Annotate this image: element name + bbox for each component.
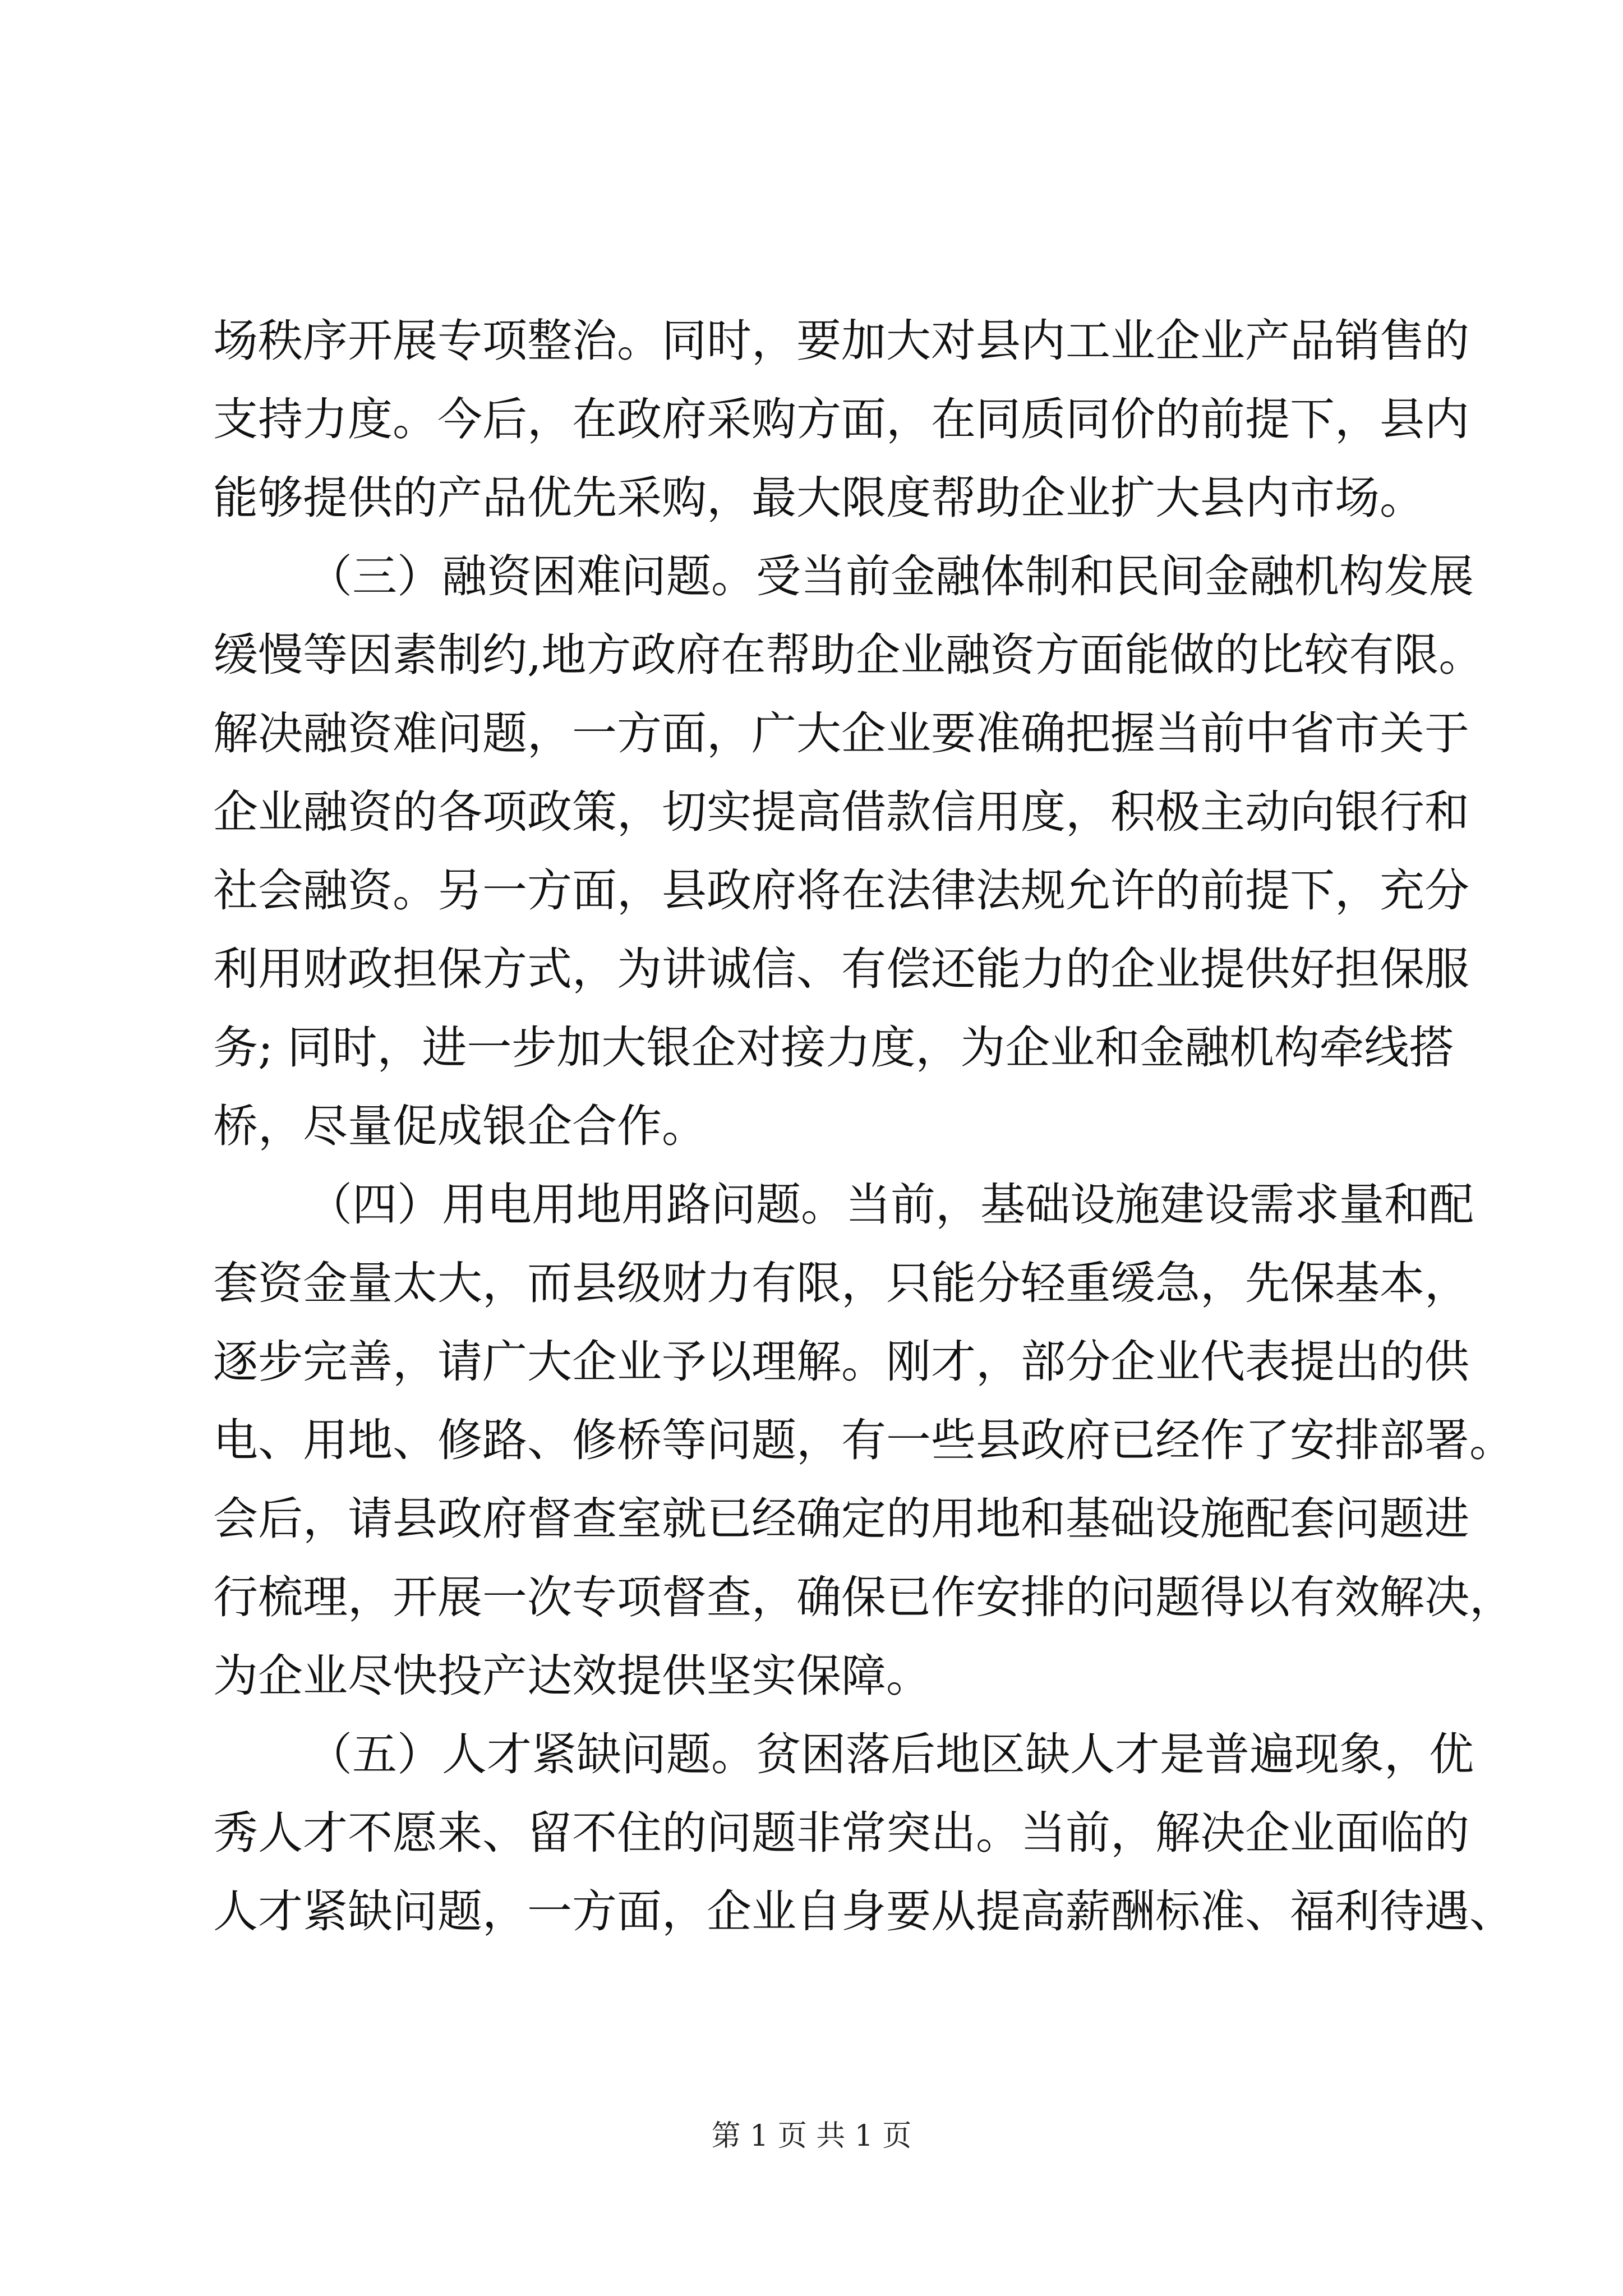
text-line: 会后，请县政府督查室就已经确定的用地和基础设施配套问题进: [213, 1493, 1469, 1545]
text-line: 社会融资。另一方面，县政府将在法律法规允许的前提下，充分: [213, 864, 1469, 917]
page-footer: 第 1 页 共 1 页: [711, 2119, 912, 2153]
text-line: 利用财政担保方式，为讲诚信、有偿还能力的企业提供好担保服: [213, 943, 1469, 995]
text-line: 逐步完善，请广大企业予以理解。刚才，部分企业代表提出的供: [213, 1336, 1469, 1388]
text-line: 行梳理，开展一次专项督查，确保已作安排的问题得以有效解决，: [213, 1571, 1514, 1623]
text-line: 支持力度。今后，在政府采购方面，在同质同价的前提下，县内: [213, 393, 1469, 445]
text-line: 务; 同时，进一步加大银企对接力度，为企业和金融机构牵线搭: [213, 1022, 1454, 1074]
text-line: 缓慢等因素制约,地方政府在帮助企业融资方面能做的比较有限。: [213, 629, 1484, 681]
text-line: 套资金量太大，而县级财力有限，只能分轻重缓急，先保基本，: [213, 1257, 1469, 1309]
text-line: 场秩序开展专项整治。同时，要加大对县内工业企业产品销售的: [213, 315, 1469, 367]
text-line: 为企业尽快投产达效提供坚实保障。: [213, 1650, 931, 1702]
text-line: 人才紧缺问题，一方面，企业自身要从提高薪酬标准、福利待遇、: [213, 1885, 1514, 1938]
text-line: 桥，尽量促成银企合作。: [213, 1100, 707, 1152]
paragraph-heading-line: （三）融资困难问题。受当前金融体制和民间金融机构发展: [307, 550, 1474, 602]
paragraph-heading-line: （四）用电用地用路问题。当前，基础设施建设需求量和配: [307, 1179, 1474, 1231]
paragraph-heading-line: （五）人才紧缺问题。贫困落后地区缺人才是普遍现象，优: [307, 1728, 1474, 1780]
text-line: 秀人才不愿来、留不住的问题非常突出。当前，解决企业面临的: [213, 1807, 1469, 1859]
text-line: 能够提供的产品优先采购，最大限度帮助企业扩大县内市场。: [213, 472, 1424, 524]
text-line: 企业融资的各项政策，切实提高借款信用度，积极主动向银行和: [213, 786, 1469, 838]
text-line: 电、用地、修路、修桥等问题，有一些县政府已经作了安排部署。: [213, 1414, 1514, 1466]
text-line: 解决融资难问题，一方面，广大企业要准确把握当前中省市关于: [213, 707, 1469, 760]
